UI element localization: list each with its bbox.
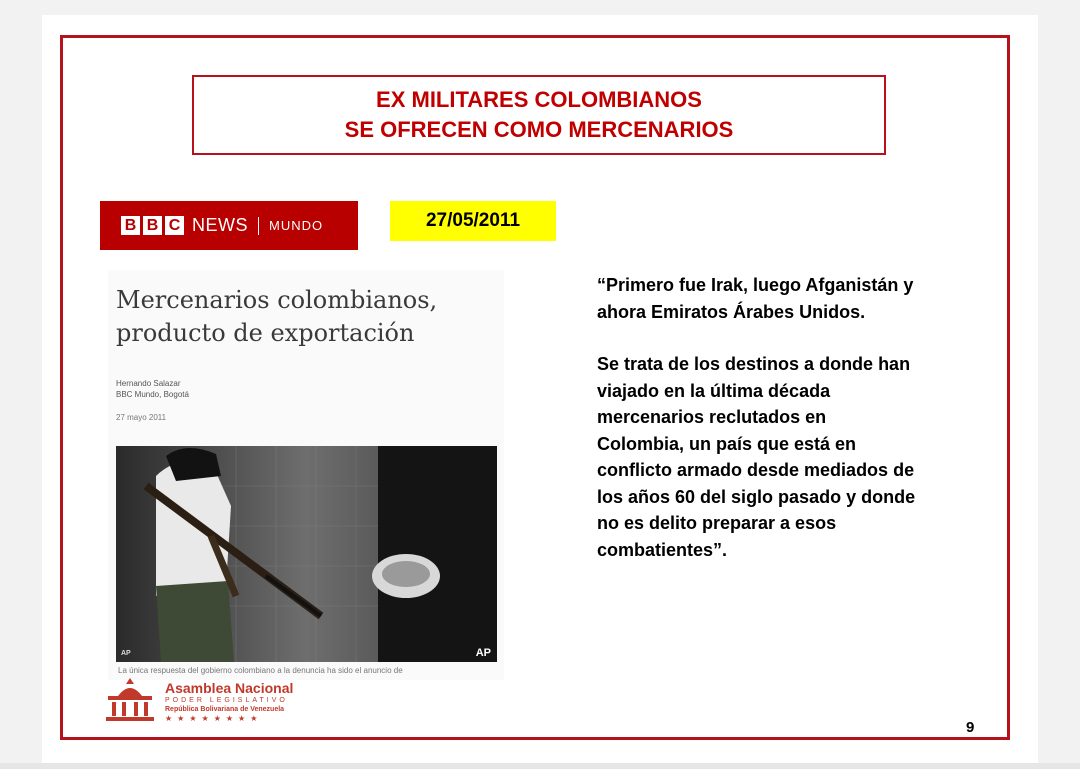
logo-name: Asamblea Nacional (165, 680, 294, 696)
soldier-photo-illustration (116, 446, 497, 662)
logo-text (165, 681, 293, 724)
quote-paragraph-2: Se trata de los destinos a donde han viajado en la última década mercenarios reclutados en Colombia, un país que está en conflicto armado desde mediados de los años 60 del siglo pasado y donde no es delito preparar a esos combatientes”. (597, 354, 916, 560)
bbc-block-b2: B (143, 216, 162, 235)
article-author: Hernando Salazar (116, 379, 181, 388)
bbc-news-label: NEWS (192, 215, 248, 235)
asamblea-nacional-logo (104, 676, 314, 726)
logo-subtitle: PODER LEGISLATIVO (165, 697, 288, 704)
slide-title-box (192, 75, 886, 155)
capitol-icon (104, 676, 156, 724)
bbc-separator (258, 217, 259, 235)
slide-title-line-1: EX MILITARES COLOMBIANOS (376, 87, 702, 112)
logo-republic: República Bolivariana de Venezuela (165, 706, 285, 713)
bbc-news-mundo-logo (100, 201, 358, 250)
article-screenshot (108, 270, 504, 680)
photo-credit-small: AP (121, 650, 131, 657)
article-byline (116, 378, 189, 400)
date-badge: 27/05/2011 (390, 201, 556, 241)
viewer-bottom-edge (0, 763, 1080, 769)
bbc-block-c: C (165, 216, 184, 235)
slide-title-line-2: SE OFRECEN COMO MERCENARIOS (344, 117, 734, 142)
article-outlet: BBC Mundo, Bogotá (116, 390, 189, 399)
quote-paragraph-1: “Primero fue Irak, luego Afganistán y ahora Emiratos Árabes Unidos. (597, 275, 914, 322)
article-caption: La única respuesta del gobierno colombiano a la denuncia ha sido el anuncio de (118, 666, 403, 675)
bbc-block-b1: B (121, 216, 140, 235)
bbc-blocks (121, 216, 184, 235)
photo-credit-ap: AP (475, 647, 491, 659)
quote-text (597, 272, 917, 563)
article-headline: Mercenarios colombianos, producto de exportación (116, 286, 438, 347)
bbc-mundo-label: MUNDO (269, 218, 324, 233)
logo-stars: ★★★★★★★★ (165, 714, 263, 723)
article-photo (116, 446, 497, 662)
page-number: 9 (966, 719, 975, 736)
article-date: 27 mayo 2011 (116, 413, 167, 422)
